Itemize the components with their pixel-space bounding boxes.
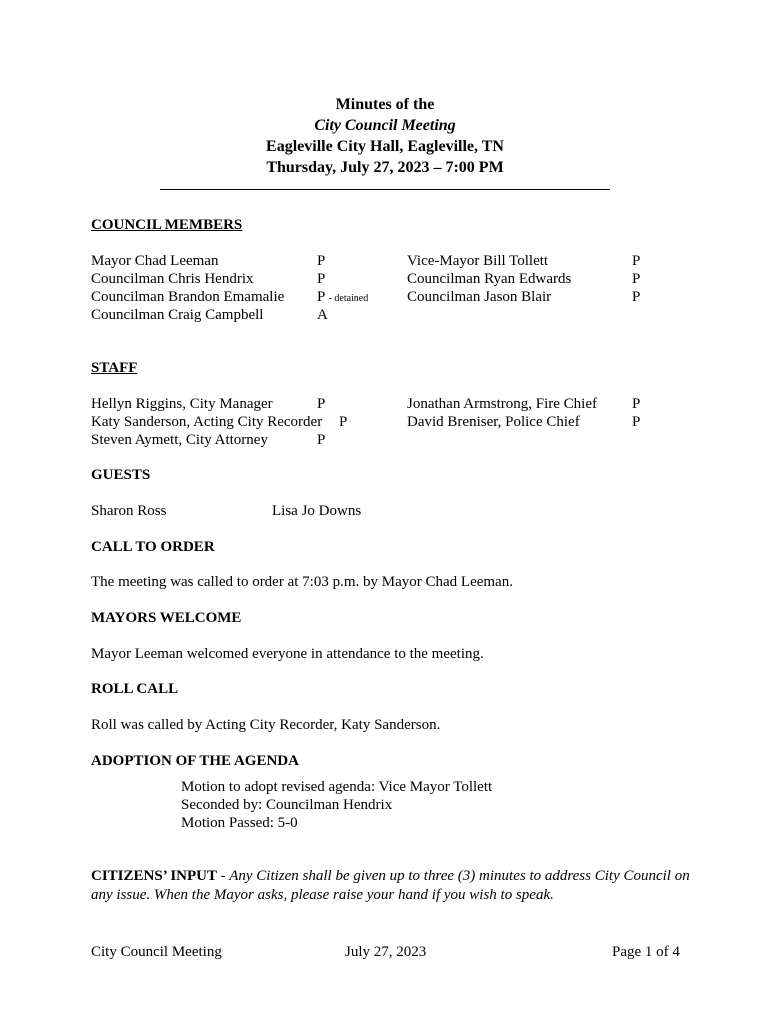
council-left-row: [91, 306, 263, 324]
header-line-4: Thursday, July 27, 2023 – 7:00 PM: [266, 159, 504, 176]
member-name: Councilman Craig Campbell: [91, 307, 264, 323]
call-to-order-heading: CALL TO ORDER: [91, 539, 215, 555]
council-left-row: [91, 252, 218, 270]
staff-status: P: [339, 414, 348, 430]
seconded-line: Seconded by: Councilman Hendrix: [181, 797, 393, 813]
footer-page-number: Page 1 of 4: [612, 944, 680, 960]
member-status: P: [632, 253, 641, 269]
member-name: Mayor Chad Leeman: [91, 253, 219, 269]
member-status: P: [632, 289, 641, 305]
staff-name: Jonathan Armstrong, Fire Chief: [407, 396, 597, 412]
staff-status: P: [317, 432, 326, 448]
council-left-row: [91, 270, 253, 288]
staff-status: P: [632, 414, 641, 430]
staff-status: P: [317, 396, 326, 412]
member-status: P: [317, 289, 325, 305]
footer-title: City Council Meeting: [91, 944, 222, 960]
header-line-1: Minutes of the: [335, 96, 435, 113]
member-status-with-note: [317, 288, 368, 308]
minutes-header: [0, 94, 770, 178]
guests-heading: GUESTS: [91, 467, 151, 483]
header-divider: [160, 189, 610, 190]
mayors-welcome-text: Mayor Leeman welcomed everyone in attendance to the meeting.: [91, 646, 484, 662]
guest-name: Lisa Jo Downs: [272, 503, 362, 519]
staff-status: P: [632, 396, 641, 412]
staff-name: Katy Sanderson, Acting City Recorder: [91, 414, 323, 430]
staff-name: Hellyn Riggins, City Manager: [91, 396, 273, 412]
staff-name: David Breniser, Police Chief: [407, 414, 580, 430]
motion-line: Motion to adopt revised agenda: Vice Mayor Tollett: [181, 779, 493, 795]
guest-name: Sharon Ross: [91, 503, 167, 519]
roll-call-heading: ROLL CALL: [91, 681, 179, 697]
citizens-input-paragraph: [91, 867, 691, 905]
member-status: A: [317, 307, 328, 323]
roll-call-text: Roll was called by Acting City Recorder, Katy Sanderson.: [91, 717, 441, 733]
council-members-heading: COUNCIL MEMBERS: [91, 217, 243, 233]
staff-name: Steven Aymett, City Attorney: [91, 432, 268, 448]
member-note: - detained: [328, 293, 369, 304]
mayors-welcome-heading: MAYORS WELCOME: [91, 610, 242, 626]
member-name: Vice-Mayor Bill Tollett: [407, 253, 549, 269]
member-name: Councilman Ryan Edwards: [407, 271, 572, 287]
member-status: P: [632, 271, 641, 287]
member-status: P: [317, 271, 326, 287]
header-line-2: City Council Meeting: [314, 117, 456, 134]
citizens-input-heading: CITIZENS’ INPUT: [91, 868, 217, 884]
adoption-motion-block: [181, 778, 492, 832]
member-name: Councilman Chris Hendrix: [91, 271, 254, 287]
member-name: Councilman Jason Blair: [407, 289, 552, 305]
call-to-order-text: The meeting was called to order at 7:03 p.m. by Mayor Chad Leeman.: [91, 574, 513, 590]
member-status: P: [317, 253, 326, 269]
motion-passed-line: Motion Passed: 5-0: [181, 815, 298, 831]
footer-date: July 27, 2023: [345, 944, 427, 960]
council-left-row: [91, 288, 284, 306]
header-line-3: Eagleville City Hall, Eagleville, TN: [266, 138, 504, 155]
member-name: Councilman Brandon Emamalie: [91, 289, 285, 305]
adoption-heading: ADOPTION OF THE AGENDA: [91, 753, 299, 769]
citizens-input-text: - Any Citizen shall be given up to three (3) minutes to address City Council on any issue. When the Mayor asks, please raise your hand if you wish to speak.: [91, 868, 690, 903]
staff-heading: STAFF: [91, 360, 138, 376]
